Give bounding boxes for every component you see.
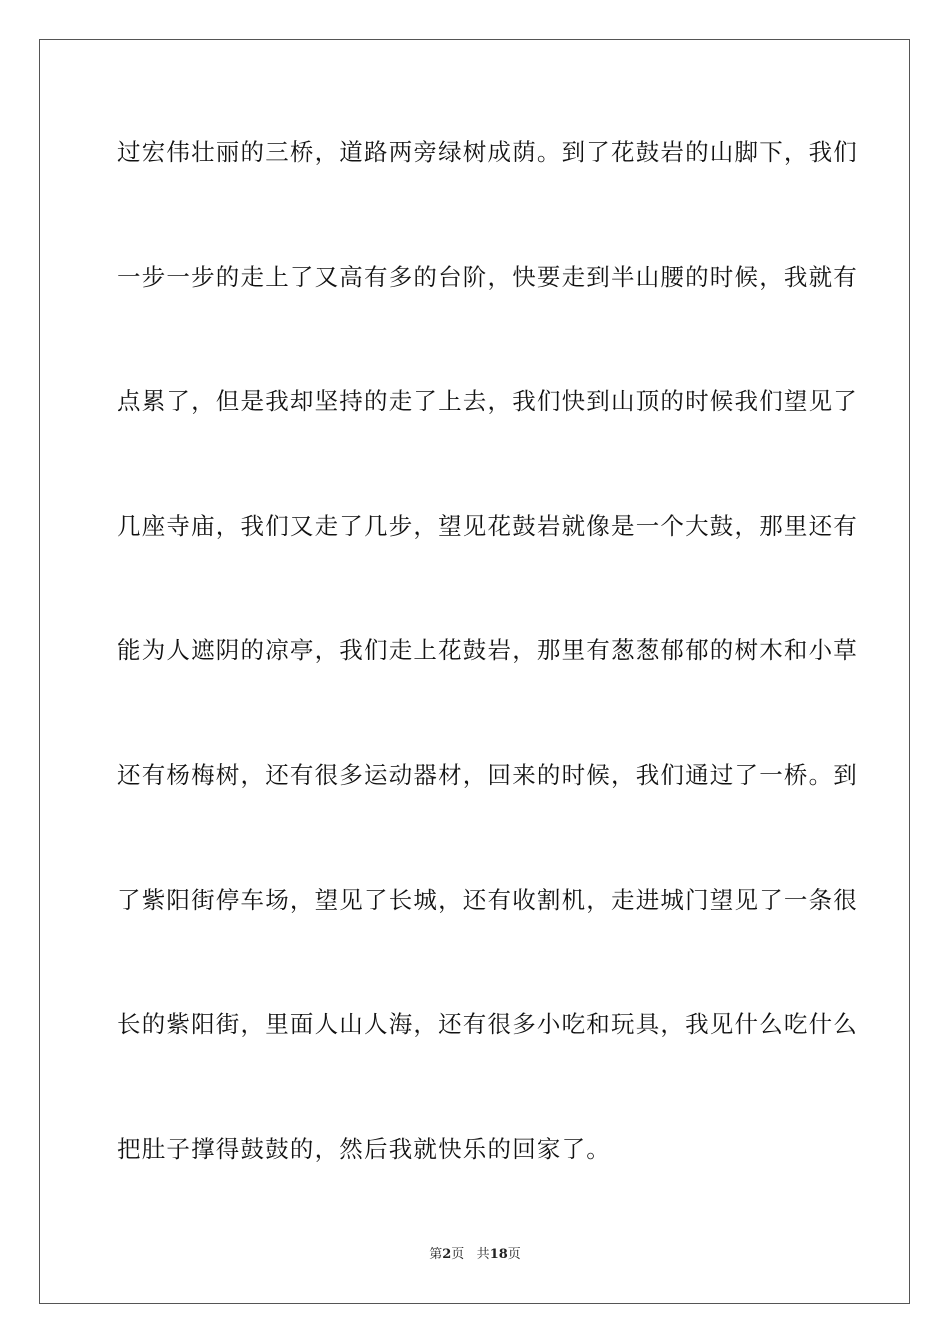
text-line: 几座寺庙，我们又走了几步，望见花鼓岩就像是一个大鼓，那里还有	[117, 511, 858, 540]
text-line: 还有杨梅树，还有很多运动器材，回来的时候，我们通过了一桥。到	[117, 760, 858, 789]
document-body	[117, 124, 858, 1245]
page-footer	[0, 1245, 950, 1265]
text-line: 点累了，但是我却坚持的走了上去，我们快到山顶的时候我们望见了	[117, 387, 858, 416]
text-line: 了紫阳街停车场，望见了长城，还有收割机，走进城门望见了一条很	[117, 885, 858, 914]
total-prefix: 共	[476, 1247, 490, 1262]
text-line: 一步一步的走上了又高有多的台阶，快要走到半山腰的时候，我就有	[117, 262, 858, 291]
total-suffix: 页	[507, 1247, 521, 1262]
page-suffix: 页	[451, 1247, 465, 1262]
text-line: 长的紫阳街，里面人山人海，还有很多小吃和玩具，我见什么吃什么	[117, 1010, 858, 1039]
text-line: 能为人遮阴的凉亭，我们走上花鼓岩，那里有葱葱郁郁的树木和小草	[117, 636, 858, 665]
total-pages: 18	[489, 1247, 508, 1262]
page-prefix: 第	[429, 1247, 443, 1262]
page-number: 2	[442, 1247, 452, 1262]
text-line: 把肚子撑得鼓鼓的，然后我就快乐的回家了。	[117, 1134, 611, 1163]
text-line: 过宏伟壮丽的三桥，道路两旁绿树成荫。到了花鼓岩的山脚下，我们	[117, 138, 858, 166]
